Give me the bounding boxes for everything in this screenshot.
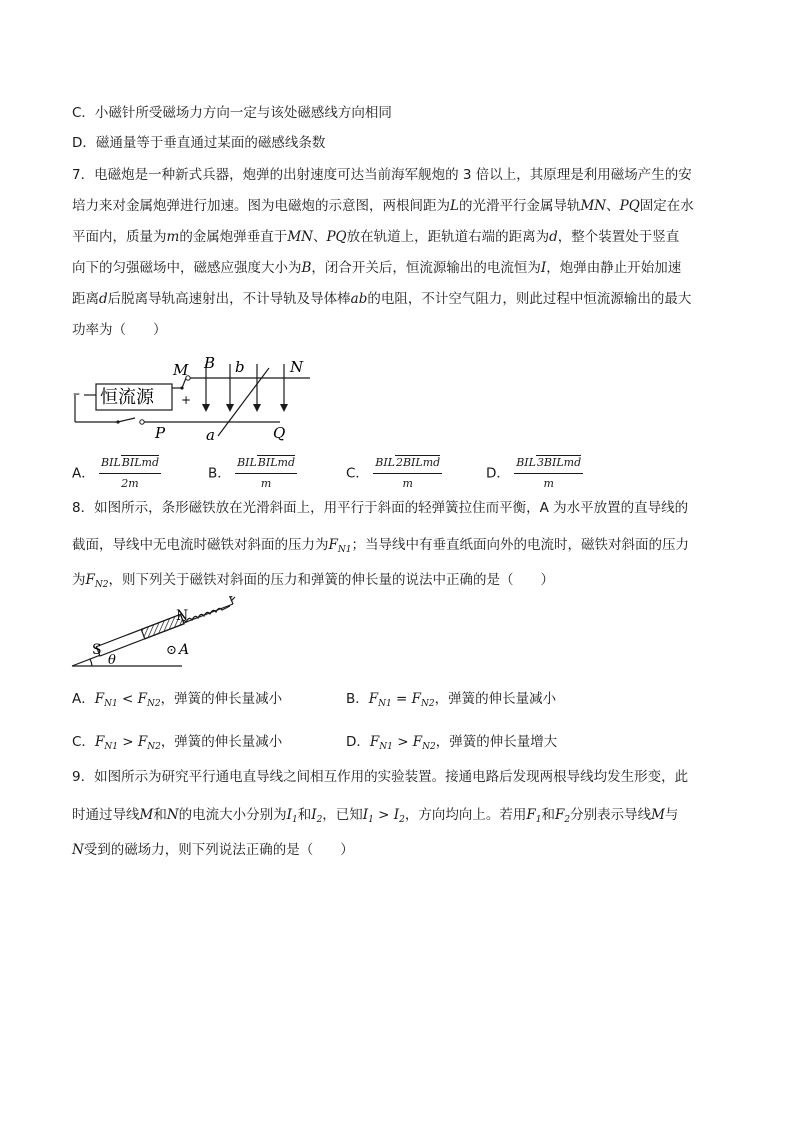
- q9-stem-line1: 9．如图所示为研究平行通电直导线之间相互作用的实验装置。接通电路后发现两根导线均发生形变，此: [72, 769, 689, 785]
- fig7-plus: +: [181, 393, 192, 407]
- fig7-label-a: a: [206, 426, 215, 444]
- q8-incline-figure: [70, 596, 245, 672]
- fig8-label-theta: θ: [108, 653, 116, 668]
- q8-stem-line3: 为$F_{N2}$，则下列关于磁铁对斜面的压力和弹簧的伸长量的说法中正确的是（ ）: [72, 572, 554, 590]
- q7-stem-line2: 培力来对金属炮弹进行加速。图为电磁炮的示意图，两根间距为L的光滑平行金属导轨MN、PQ固定在水: [72, 198, 694, 214]
- fig8-label-s: S: [92, 642, 102, 658]
- q8-option-b: B．$F_{N1} = F_{N2}$，弹簧的伸长量减小: [346, 691, 557, 709]
- q7-stem-line6: 功率为（ ）: [72, 322, 167, 338]
- q7-stem-line5: 距离d后脱离导轨高速射出，不计导轨及导体棒ab的电阻，不计空气阻力，则此过程中恒流源输出的最大: [72, 291, 692, 307]
- q7-stem-line3: 平面内，质量为m的金属炮弹垂直于MN、PQ放在轨道上，距轨道右端的距离为d，整个装置处于竖直: [72, 229, 680, 245]
- fig7-label-b-field: B: [204, 354, 216, 372]
- fig7-label-m: M: [173, 361, 189, 379]
- fig7-source-label: 恒流源: [100, 387, 154, 408]
- q7-stem-line4: 向下的匀强磁场中，磁感应强度大小为B，闭合开关后，恒流源输出的电流恒为I，炮弹由静止开始加速: [72, 260, 682, 276]
- fig7-label-q: Q: [273, 424, 286, 442]
- q7-option-c: C． $\frac{\text{BIL2BILmd}}{m}$: [346, 456, 441, 490]
- q7-option-b: B． $\frac{\text{BILBILmd}}{m}$: [208, 456, 296, 490]
- fig7-minus: –: [73, 386, 80, 402]
- q6-option-c: C．小磁针所受磁场力方向一定与该处磁感线方向相同: [72, 105, 392, 121]
- q8-option-a: A．$F_{N1} < F_{N2}$，弹簧的伸长量减小: [72, 691, 283, 709]
- fig8-label-a: A: [179, 642, 190, 658]
- q7-railgun-figure: [70, 352, 330, 444]
- fig8-label-n: N: [176, 608, 189, 624]
- fig7-label-p: P: [155, 424, 166, 442]
- fig7-label-b: b: [235, 358, 245, 376]
- fig7-label-n: N: [290, 358, 304, 376]
- q8-option-d: D．$F_{N1} > F_{N2}$，弹簧的伸长量增大: [346, 734, 558, 752]
- q6-option-d: D．磁通量等于垂直通过某面的磁感线条数: [72, 135, 326, 151]
- q8-option-c: C．$F_{N1} > F_{N2}$，弹簧的伸长量减小: [72, 734, 283, 752]
- fig8-current-dot: ⊙: [166, 643, 177, 658]
- q8-stem-line1: 8．如图所示，条形磁铁放在光滑斜面上，用平行于斜面的轻弹簧拉住而平衡，A 为水平放置的直导线的: [72, 500, 689, 516]
- q7-option-d: D． $\frac{\text{BIL3BILmd}}{m}$: [486, 456, 582, 490]
- q9-stem-line2: 时通过导线M和N的电流大小分别为$I_1$和$I_2$，已知$I_1 > I_2$，方向均向上。若用$F_1$和$F_2$分别表示导线M与: [72, 807, 679, 825]
- q7-stem-line1: 7．电磁炮是一种新式兵器，炮弹的出射速度可达当前海军舰炮的 3 倍以上，其原理是利用磁场产生的安: [72, 167, 692, 183]
- q8-stem-line2: 截面，导线中无电流时磁铁对斜面的压力为$F_{N1}$；当导线中有垂直纸面向外的电流时，磁铁对斜面的压力: [72, 537, 689, 555]
- q9-stem-line3: N受到的磁场力，则下列说法正确的是（ ）: [72, 842, 354, 858]
- q7-option-a: A． $\frac{\text{BILBILmd}}{2m}$: [72, 456, 159, 490]
